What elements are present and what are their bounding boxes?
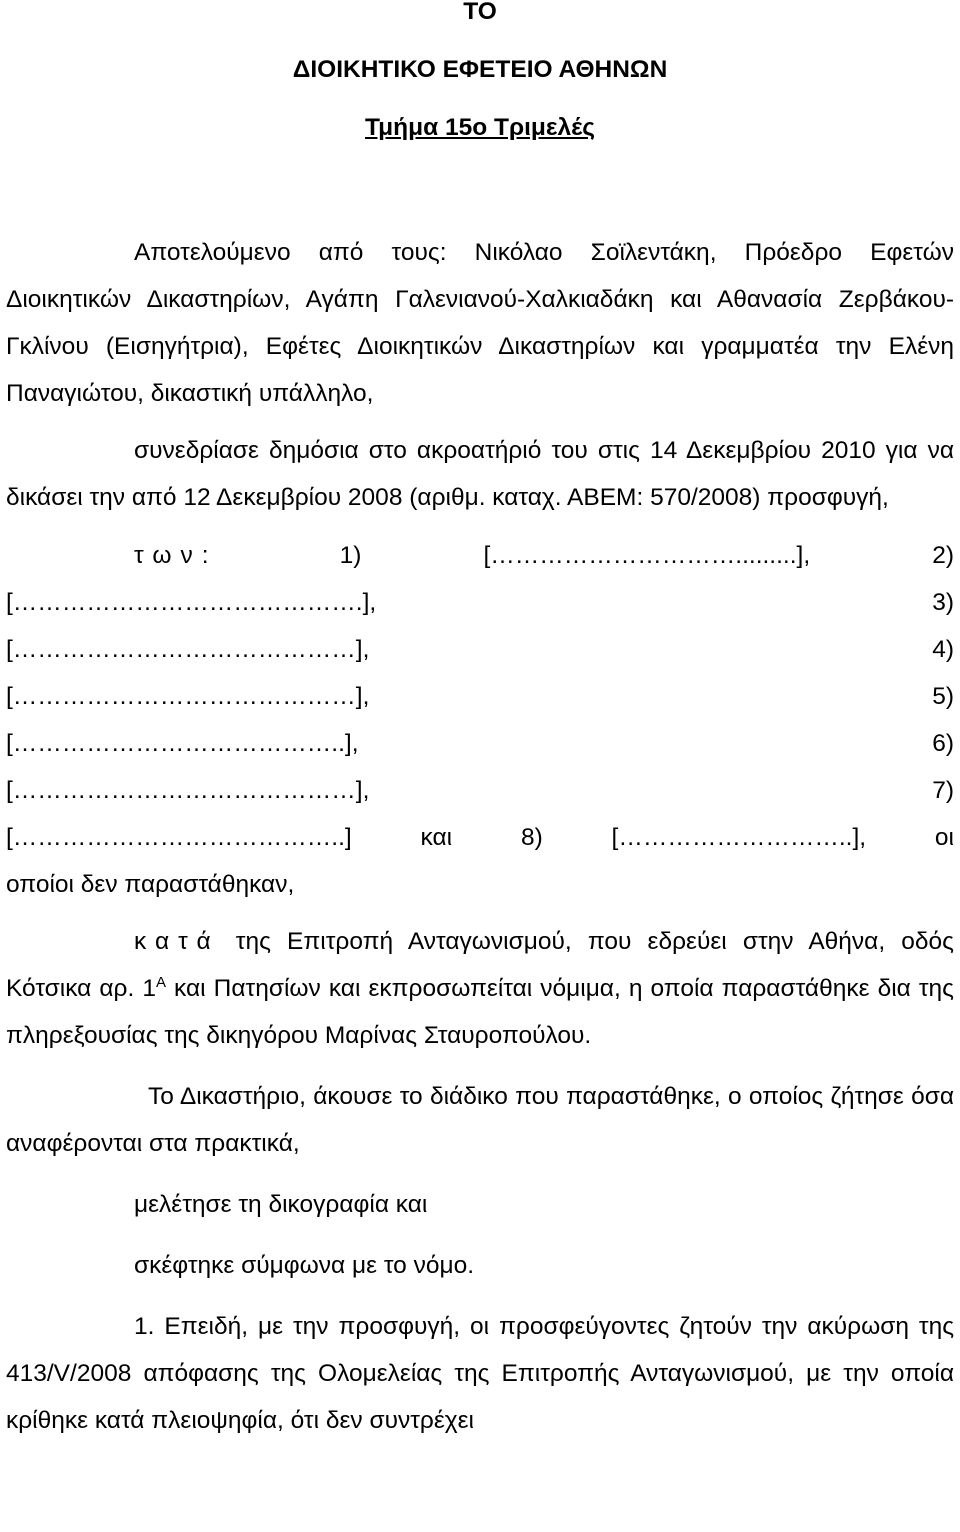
document-page	[6, 0, 954, 1444]
party-line: [……………………………………], 5)	[6, 683, 954, 710]
not-appeared-line: οποίοι δεν παραστάθηκαν,	[6, 871, 295, 898]
parties-label: των:	[134, 542, 218, 569]
party-line: […………………………………….], 3)	[6, 589, 954, 616]
party-line	[6, 532, 954, 579]
address-superscript: Α	[155, 974, 166, 991]
heading-to: ΤΟ	[463, 0, 497, 25]
heard-paragraph: Το Δικαστήριο, άκουσε το διάδικο που παραστάθηκε, ο οποίος ζήτησε όσα αναφέρονται στα πρακτικά,	[6, 1083, 954, 1157]
studied-line: μελέτησε τη δικογραφία και	[134, 1191, 428, 1218]
court-section: Τμήμα 15ο Τριμελές	[365, 114, 595, 141]
session-paragraph: συνεδρίασε δημόσια στο ακροατήριό του στις 14 Δεκεμβρίου 2010 για να δικάσει την από 12 Δεκεμβρίου 2008 (αριθμ. καταχ. ΑΒΕΜ: 570/2008) προσφυγή,	[6, 437, 954, 511]
court-name: ΔΙΟΙΚΗΤΙΚΟ ΕΦΕΤΕΙΟ ΑΘΗΝΩΝ	[292, 56, 668, 83]
party-line: […………………………………..] και 8) [………………………..], οι	[6, 824, 954, 851]
parties-block	[6, 532, 954, 908]
against-text-b: και Πατησίων και εκπροσωπείται νόμιμα, η οποία παραστάθηκε δια της πληρεξουσίας της δικηγόρου Μαρίνας Σταυροπούλου.	[6, 975, 954, 1049]
party-line-text: 1) [………………………….........], 2)	[339, 542, 954, 569]
point-1-paragraph: 1. Επειδή, με την προσφυγή, οι προσφεύγοντες ζητούν την ακύρωση της 413/V/2008 απόφασης της Ολομελείας της Επιτροπής Ανταγωνισμού, με την οποία κρίθηκε κατά πλειοψηφία, ότι δεν συντρέχει	[6, 1313, 954, 1434]
composition-paragraph: Αποτελούμενο από τους: Νικόλαο Σοϊλεντάκη, Πρόεδρο Εφετών Διοικητικών Δικαστηρίων, Αγάπη Γαλενιανού-Χαλκιαδάκη και Αθανασία Ζερβάκου-Γκλίνου (Εισηγήτρια), Εφέτες Διοικητικών Δικαστηρίων και γραμματέα την Ελένη Παναγιώτου, δικαστική υπάλληλο,	[6, 239, 954, 407]
respondent-paragraph	[6, 918, 954, 1059]
against-text-a: της Επιτροπή Ανταγωνισμού, που εδρεύει στην Αθήνα, οδός Κότσικα αρ. 1	[6, 928, 954, 1002]
against-label: κατά	[134, 928, 220, 955]
party-line: […………………………………..], 6)	[6, 730, 954, 757]
party-line: [……………………………………], 7)	[6, 777, 954, 804]
considered-line: σκέφτηκε σύμφωνα με το νόμο.	[134, 1252, 475, 1279]
party-line: [……………………………………], 4)	[6, 636, 954, 663]
